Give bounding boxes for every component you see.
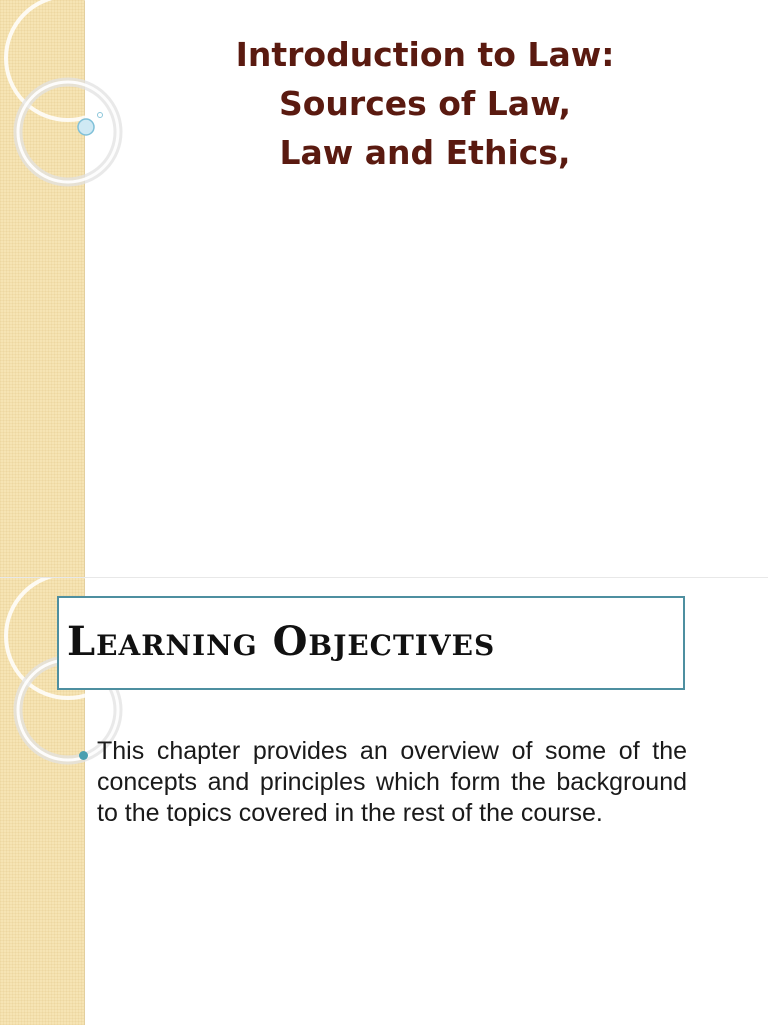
objective-bullet-text: This chapter provides an overview of some of the concepts and principles which form the background to the topics covered in the rest of the course. xyxy=(97,737,687,827)
objectives-heading: Learning Objectives xyxy=(67,618,496,665)
objectives-heading-box xyxy=(57,596,685,690)
title-line: Sources of Law, xyxy=(278,84,571,123)
slide-title-text xyxy=(100,30,750,177)
slide-learning-objectives xyxy=(0,577,768,1025)
title-line: Introduction to Law: xyxy=(235,35,615,74)
bullet-dot-icon xyxy=(79,751,88,760)
title-line: Law and Ethics, xyxy=(279,133,571,172)
